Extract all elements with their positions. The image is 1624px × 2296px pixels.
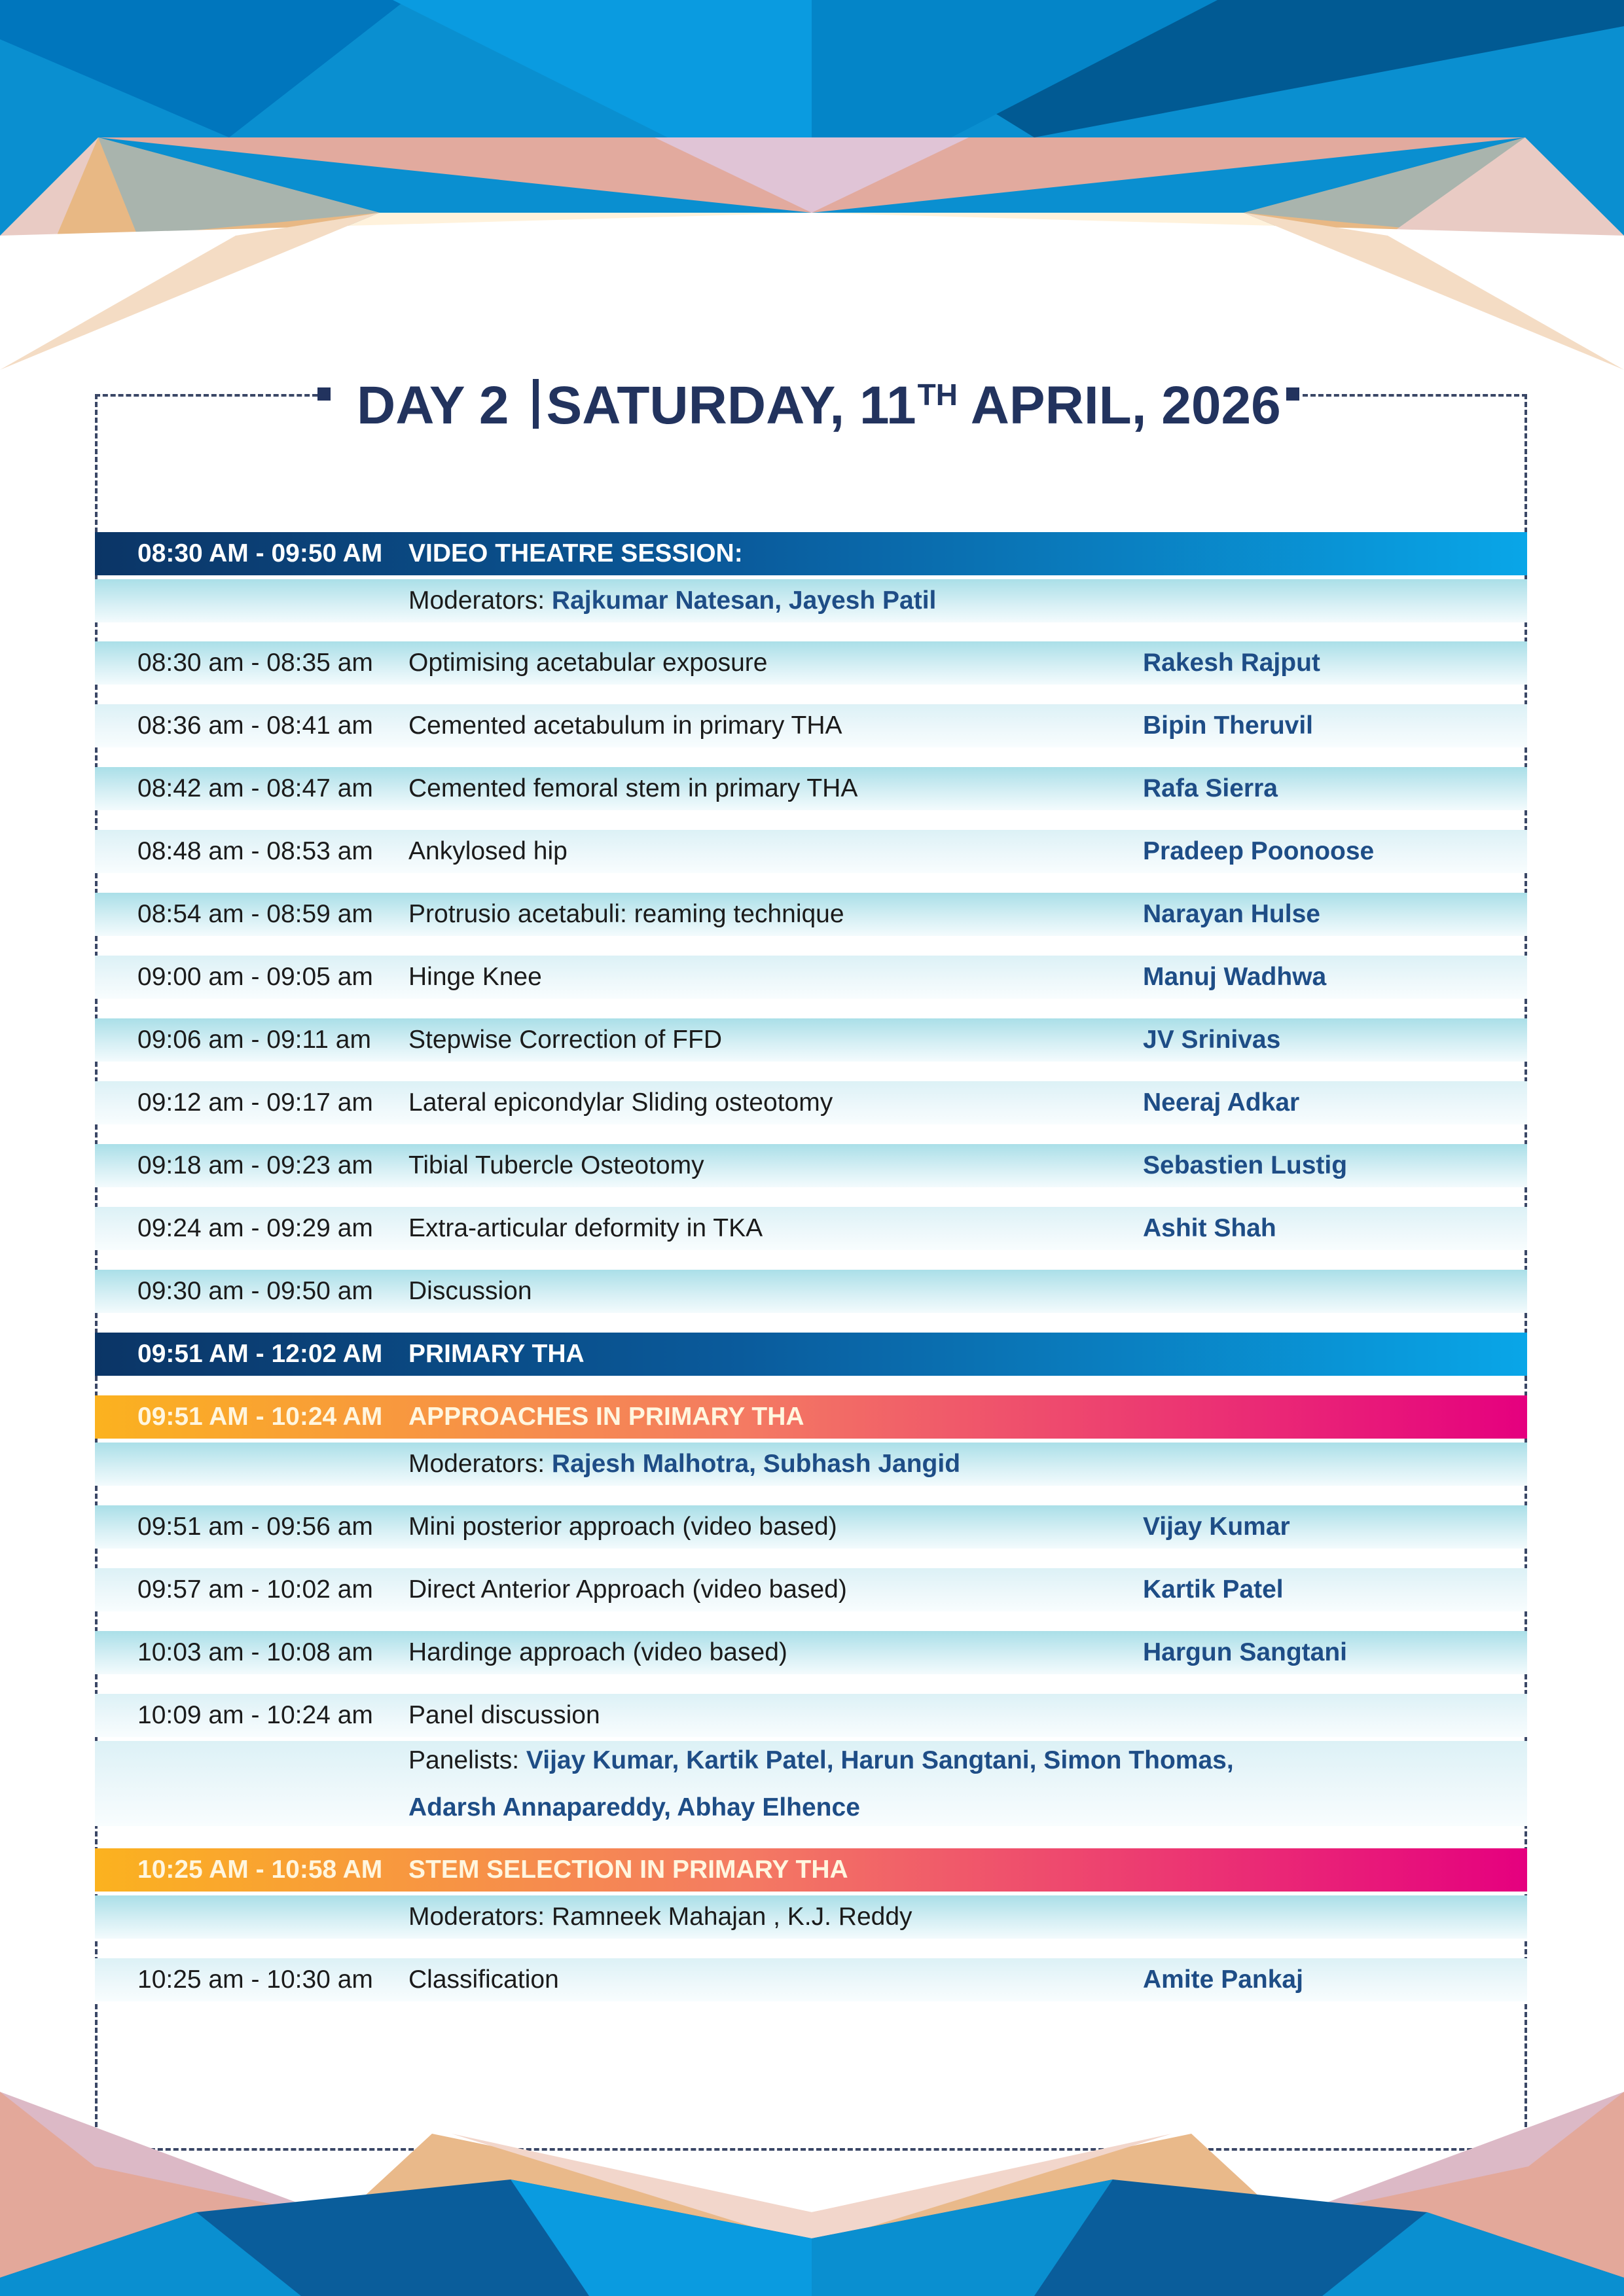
talk-time: 09:00 am - 09:05 am — [137, 963, 373, 991]
talk-time: 10:03 am - 10:08 am — [137, 1638, 373, 1666]
speaker-name: Kartik Patel — [1143, 1575, 1284, 1604]
talk-title: Mini posterior approach (video based) — [408, 1513, 837, 1541]
talk-time: 08:36 am - 08:41 am — [137, 711, 373, 740]
talk-title: Lateral epicondylar Sliding osteotomy — [408, 1088, 833, 1117]
date-superscript: TH — [917, 378, 958, 412]
speaker-name: Pradeep Poonoose — [1143, 837, 1375, 865]
frame-square-right — [1286, 387, 1299, 401]
talk-time: 09:18 am - 09:23 am — [137, 1151, 373, 1179]
moderators-label: Moderators: — [408, 1903, 552, 1931]
talk-time: 08:42 am - 08:47 am — [137, 774, 373, 802]
talk-title: Optimising acetabular exposure — [408, 649, 768, 677]
moderators-names: Rajesh Malhotra, Subhash Jangid — [551, 1450, 961, 1478]
moderators-row — [95, 579, 1527, 622]
talk-title: Cemented acetabulum in primary THA — [408, 711, 842, 740]
talk-title: Protrusio acetabuli: reaming technique — [408, 900, 844, 928]
talk-title: Tibial Tubercle Osteotomy — [408, 1151, 704, 1179]
moderators-row — [95, 1443, 1527, 1486]
top-decoration — [0, 0, 1624, 393]
session-title: APPROACHES IN PRIMARY THA — [408, 1403, 804, 1431]
talk-time: 09:24 am - 09:29 am — [137, 1214, 373, 1242]
speaker-name: Rafa Sierra — [1143, 774, 1278, 802]
session-header — [95, 1848, 1527, 1892]
moderators-names: Ramneek Mahajan , K.J. Reddy — [551, 1903, 912, 1931]
session-header — [95, 1395, 1527, 1439]
talk-row — [95, 1018, 1527, 1062]
speaker-name: Hargun Sangtani — [1143, 1638, 1348, 1666]
speaker-name: Sebastien Lustig — [1143, 1151, 1348, 1179]
talk-row — [95, 1270, 1527, 1313]
talk-row — [95, 956, 1527, 999]
session-title: PRIMARY THA — [408, 1340, 585, 1368]
session-header — [95, 532, 1527, 575]
session-title: VIDEO THEATRE SESSION: — [408, 539, 743, 567]
talk-time: 10:09 am - 10:24 am — [137, 1701, 373, 1729]
speaker-name: Rakesh Rajput — [1143, 649, 1320, 677]
frame-square-left — [317, 387, 331, 401]
talk-row — [95, 1958, 1527, 2001]
frame-top-right — [1303, 394, 1527, 397]
talk-time: 09:12 am - 09:17 am — [137, 1088, 373, 1117]
talk-time: 09:57 am - 10:02 am — [137, 1575, 373, 1604]
talk-title: Stepwise Correction of FFD — [408, 1026, 722, 1054]
date-rest: APRIL, 2026 — [957, 376, 1281, 435]
talk-time: 09:30 am - 09:50 am — [137, 1277, 373, 1305]
talk-row — [95, 1505, 1527, 1549]
talk-title: Classification — [408, 1965, 559, 1994]
frame-top-left — [95, 394, 317, 397]
session-header — [95, 1333, 1527, 1376]
session-time: 09:51 AM - 12:02 AM — [137, 1340, 383, 1368]
talk-row — [95, 641, 1527, 685]
talk-time: 08:48 am - 08:53 am — [137, 837, 373, 865]
speaker-name: Manuj Wadhwa — [1143, 963, 1327, 991]
talk-row — [95, 1694, 1527, 1737]
talk-title: Ankylosed hip — [408, 837, 568, 865]
talk-row — [95, 893, 1527, 936]
talk-row — [95, 767, 1527, 810]
panelists-row — [95, 1741, 1527, 1826]
speaker-name: Amite Pankaj — [1143, 1965, 1303, 1994]
title-divider — [533, 379, 539, 429]
talk-row — [95, 704, 1527, 747]
date-main: SATURDAY, 11 — [546, 376, 916, 435]
day-label: DAY 2 — [357, 376, 509, 435]
moderators — [408, 586, 936, 615]
panelists-line-1 — [408, 1746, 1234, 1775]
moderators-names: Rajkumar Natesan, Jayesh Patil — [551, 586, 937, 615]
panelists-names: Adarsh Annapareddy, Abhay Elhence — [408, 1793, 860, 1821]
talk-row — [95, 1207, 1527, 1250]
talk-title: Discussion — [408, 1277, 532, 1305]
session-time: 09:51 AM - 10:24 AM — [137, 1403, 383, 1431]
bottom-decoration — [0, 2081, 1624, 2296]
talk-title: Hinge Knee — [408, 963, 542, 991]
talk-title: Hardinge approach (video based) — [408, 1638, 787, 1666]
talk-time: 09:06 am - 09:11 am — [137, 1026, 371, 1054]
talk-title: Direct Anterior Approach (video based) — [408, 1575, 847, 1604]
talk-row — [95, 1144, 1527, 1187]
talk-time: 08:54 am - 08:59 am — [137, 900, 373, 928]
talk-row — [95, 830, 1527, 873]
moderators — [408, 1450, 960, 1479]
moderators — [408, 1903, 912, 1931]
talk-time: 09:51 am - 09:56 am — [137, 1513, 373, 1541]
moderators-label: Moderators: — [408, 1450, 552, 1478]
speaker-name: Ashit Shah — [1143, 1214, 1276, 1242]
page-title — [357, 359, 1281, 442]
talk-title: Extra-articular deformity in TKA — [408, 1214, 763, 1242]
session-time: 10:25 AM - 10:58 AM — [137, 1856, 383, 1884]
talk-row — [95, 1081, 1527, 1124]
speaker-name: JV Srinivas — [1143, 1026, 1281, 1054]
panelists-line-2 — [408, 1793, 860, 1822]
talk-time: 10:25 am - 10:30 am — [137, 1965, 373, 1994]
panelists-label: Panelists: — [408, 1746, 526, 1774]
speaker-name: Vijay Kumar — [1143, 1513, 1290, 1541]
talk-time: 08:30 am - 08:35 am — [137, 649, 373, 677]
talk-row — [95, 1631, 1527, 1674]
session-title: STEM SELECTION IN PRIMARY THA — [408, 1856, 848, 1884]
moderators-label: Moderators: — [408, 586, 552, 615]
talk-row — [95, 1568, 1527, 1611]
talk-title: Panel discussion — [408, 1701, 600, 1729]
speaker-name: Narayan Hulse — [1143, 900, 1320, 928]
speaker-name: Bipin Theruvil — [1143, 711, 1314, 740]
session-time: 08:30 AM - 09:50 AM — [137, 539, 383, 567]
moderators-row — [95, 1895, 1527, 1939]
speaker-name: Neeraj Adkar — [1143, 1088, 1300, 1117]
panelists-names: Vijay Kumar, Kartik Patel, Harun Sangtani, Simon Thomas, — [526, 1746, 1234, 1774]
talk-title: Cemented femoral stem in primary THA — [408, 774, 858, 802]
